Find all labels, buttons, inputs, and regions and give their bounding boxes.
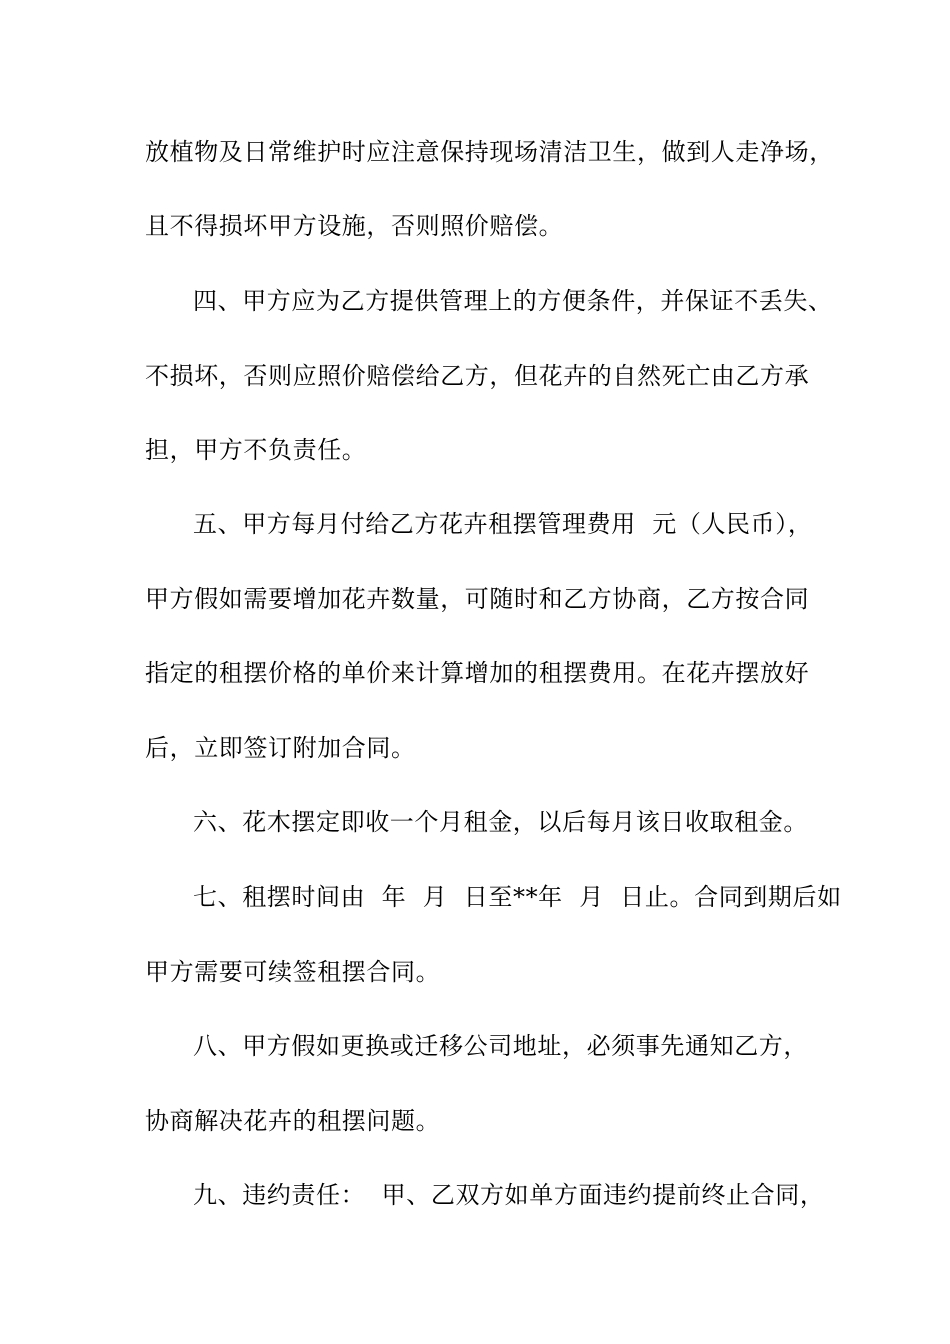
clause-5-line-3: 指定的租摆价格的单价来计算增加的租摆费用。在花卉摆放好 bbox=[145, 659, 810, 687]
clause-8-line-2: 协商解决花卉的租摆问题。 bbox=[145, 1107, 441, 1135]
clause-4-line-2: 不损坏，否则应照价赔偿给乙方，但花卉的自然死亡由乙方承 bbox=[145, 362, 810, 390]
clause-5-line-2: 甲方假如需要增加花卉数量，可随时和乙方协商，乙方按合同 bbox=[145, 585, 810, 613]
clause-6-line-1: 六、花木摆定即收一个月租金，以后每月该日收取租金。 bbox=[193, 808, 808, 836]
clause-4-line-1: 四、甲方应为乙方提供管理上的方便条件，并保证不丢失、 bbox=[193, 287, 833, 315]
clause-8-line-1: 八、甲方假如更换或迁移公司地址，必须事先通知乙方， bbox=[193, 1032, 808, 1060]
clause-9-line-1: 九、违约责任： 甲、乙双方如单方面违约提前终止合同， bbox=[193, 1181, 825, 1209]
text-line-2: 且不得损坏甲方设施，否则照价赔偿。 bbox=[145, 212, 564, 240]
clause-7-line-2: 甲方需要可续签租摆合同。 bbox=[145, 958, 441, 986]
text-line-1: 放植物及日常维护时应注意保持现场清洁卫生，做到人走净场， bbox=[145, 138, 834, 166]
clause-7-line-1: 七、租摆时间由 年 月 日至**年 月 日止。合同到期后如 bbox=[193, 883, 842, 911]
clause-5-line-4: 后，立即签订附加合同。 bbox=[145, 734, 416, 762]
clause-5-line-1: 五、甲方每月付给乙方花卉租摆管理费用 元（人民币）， bbox=[193, 510, 813, 538]
clause-4-line-3: 担，甲方不负责任。 bbox=[145, 436, 367, 464]
